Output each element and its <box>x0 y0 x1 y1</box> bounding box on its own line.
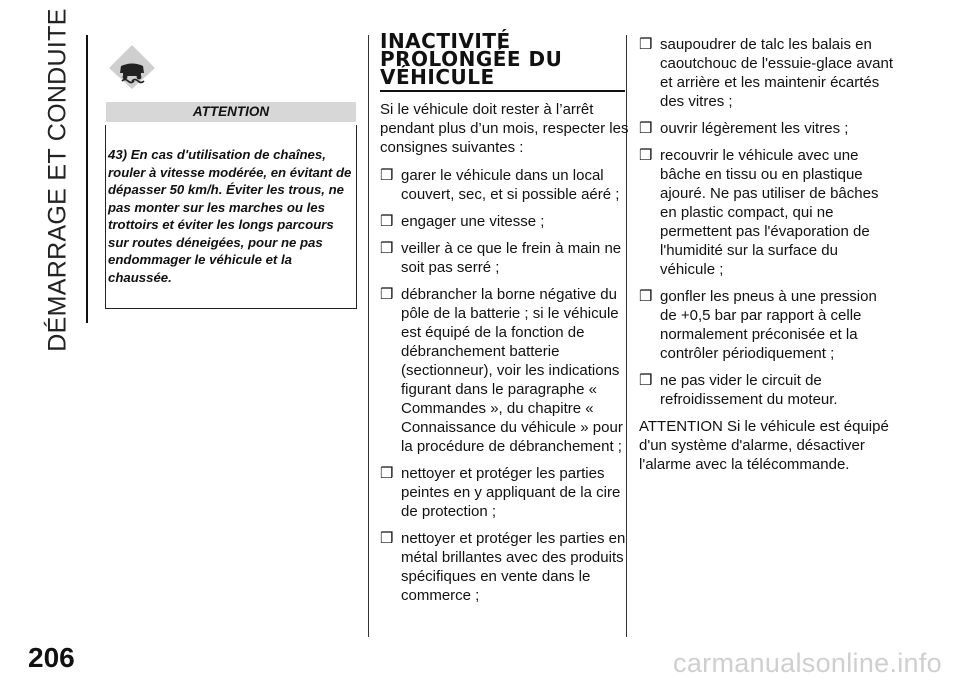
list-item <box>380 239 635 277</box>
checkbox-bullet-icon: ❒ <box>380 240 394 257</box>
checkbox-bullet-icon: ❒ <box>639 288 653 305</box>
list-item-text: ne pas vider le circuit de refroidissement du moteur. <box>660 372 838 408</box>
list-item-text: nettoyer et protéger les parties en métal brillantes avec des produits spécifiques en vente dans le commerce ; <box>401 530 626 604</box>
list-item-text: ouvrir légèrement les vitres ; <box>660 120 849 137</box>
list-item-text: débrancher la borne négative du pôle de la batterie ; si le véhicule est équipé de la fonction de débranchement batterie (sectionneur), voir les indications figurant dans le paragraphe « Commandes », du chapitre « Connaissance du véhicule » pour la procédure de débranchement ; <box>401 286 623 455</box>
checklist <box>380 166 635 605</box>
checkbox-bullet-icon: ❒ <box>639 120 653 137</box>
skid-car-warning-icon <box>106 42 158 92</box>
section-title-line: VÉHICULE <box>380 65 495 89</box>
chapter-side-title <box>28 8 88 352</box>
warning-number: 43) <box>108 147 128 162</box>
checkbox-bullet-icon: ❒ <box>380 213 394 230</box>
warning-text <box>108 146 356 286</box>
checkbox-bullet-icon: ❒ <box>639 372 653 389</box>
section-title <box>380 29 625 89</box>
checkbox-bullet-icon: ❒ <box>380 167 394 184</box>
warning-body: En cas d'utilisation de chaînes, rouler à vitesse modérée, en évitant de dépasser 50 km/h. Éviter les trous, ne pas monter sur les marches ou les trottoirs et éviter les longs parcours sur routes déneigées, pour ne pas endommager le véhicule et la chaussée. <box>108 147 352 285</box>
checkbox-bullet-icon: ❒ <box>639 147 653 164</box>
list-item <box>639 287 894 363</box>
site-watermark: carmanualsonline.info <box>673 648 942 678</box>
list-item-text: nettoyer et protéger les parties peintes en y appliquant de la cire de protection ; <box>401 465 621 520</box>
list-item <box>639 146 894 279</box>
list-item-text: gonfler les pneus à une pression de +0,5 bar par rapport à celle normalement préconisée et la contrôler périodiquement ; <box>660 288 877 362</box>
list-item-text: saupoudrer de talc les balais en caoutchouc de l'essuie-glace avant et arrière et les maintenir écartés des vitres ; <box>660 36 894 110</box>
page-number: 206 <box>28 642 75 673</box>
column-3 <box>639 35 894 483</box>
list-item <box>380 212 635 231</box>
checklist <box>639 35 894 409</box>
list-item <box>380 285 635 456</box>
intro-paragraph: Si le véhicule doit rester à l’arrêt pendant plus d’un mois, respecter les consignes suivantes : <box>380 101 629 156</box>
chapter-rule <box>86 35 88 323</box>
alarm-note: ATTENTION Si le véhicule est équipé d'un système d'alarme, désactiver l'alarme avec la télécommande. <box>639 418 889 473</box>
list-item <box>639 371 894 409</box>
list-item <box>639 35 894 111</box>
checkbox-bullet-icon: ❒ <box>380 286 394 303</box>
section-title-line: INACTIVITÉ <box>380 29 511 53</box>
checkbox-bullet-icon: ❒ <box>639 36 653 53</box>
checkbox-bullet-icon: ❒ <box>380 465 394 482</box>
list-item-text: recouvrir le véhicule avec une bâche en tissu ou en plastique ajouré. Ne pas utiliser de bâches en plastic compact, qui ne permettent pas l'évaporation de l'humidité sur la surface du véhicule ; <box>660 147 879 278</box>
warning-header: ATTENTION <box>106 102 356 122</box>
chapter-title-text: DÉMARRAGE ET CONDUITE <box>43 8 72 352</box>
list-item-text: veiller à ce que le frein à main ne soit pas serré ; <box>401 240 622 276</box>
list-item <box>380 464 635 521</box>
column-divider <box>368 35 369 637</box>
list-item <box>380 166 635 204</box>
checkbox-bullet-icon: ❒ <box>380 530 394 547</box>
list-item <box>639 119 894 138</box>
title-rule <box>380 90 625 92</box>
list-item <box>380 529 635 605</box>
list-item-text: garer le véhicule dans un local couvert, sec, et si possible aéré ; <box>401 167 620 203</box>
column-2 <box>380 100 635 613</box>
list-item-text: engager une vitesse ; <box>401 213 545 230</box>
section-title-line: PROLONGÉE DU <box>380 47 563 71</box>
